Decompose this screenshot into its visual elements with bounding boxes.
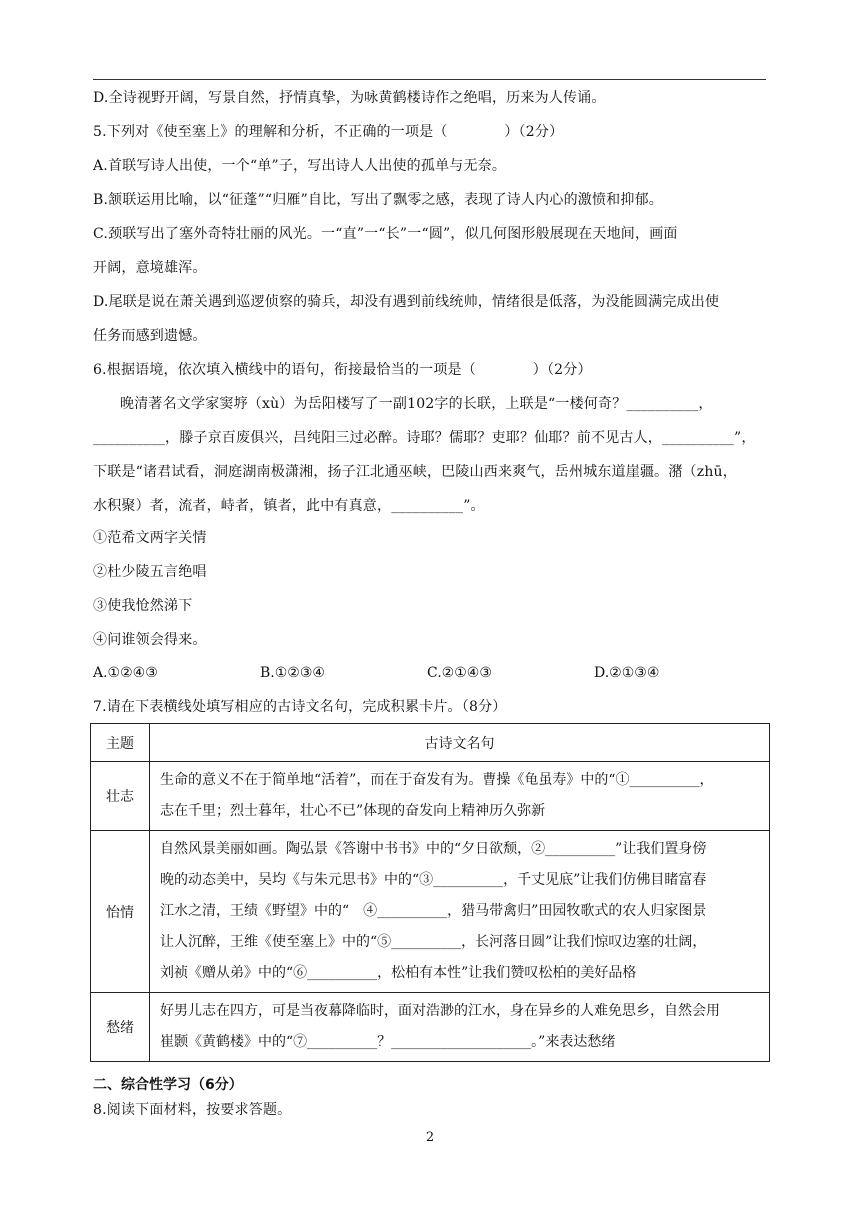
q6-passage-line3: 下联是“诸君试看，洞庭湖南极潇湘，扬子江北通巫峡，巴陵山西来爽气，岳州城东道崖疆。潴（zhū， bbox=[93, 464, 737, 480]
row-content bbox=[150, 831, 770, 993]
q6-item-3: ③使我怆然涕下 bbox=[93, 598, 193, 614]
section-2-title: 二、综合性学习（6分） bbox=[93, 1077, 243, 1093]
row-line: 好男儿志在四方，可是当夜幕降临时，面对浩渺的江水，身在异乡的人难免思乡，自然会用 bbox=[160, 1003, 720, 1019]
q6-option-d: D.②①③④ bbox=[594, 665, 660, 681]
q4-option-d: D.全诗视野开阔，写景自然，抒情真挚，为咏黄鹤楼诗作之绝唱，历来为人传诵。 bbox=[93, 90, 606, 106]
table-row bbox=[91, 993, 770, 1062]
table-row bbox=[91, 831, 770, 993]
row-content bbox=[150, 762, 770, 831]
q6-stem: 6.根据语境，依次填入横线中的语句，衔接最恰当的一项是（ ）（2分） bbox=[93, 362, 592, 378]
header-rule bbox=[93, 79, 766, 80]
header-content: 古诗文名句 bbox=[150, 724, 770, 762]
q6-item-1: ①范希文两字关情 bbox=[93, 530, 207, 546]
accumulation-card-table bbox=[90, 723, 770, 1062]
q5-option-d-line1: D.尾联是说在萧关遇到巡逻侦察的骑兵，却没有遇到前线统帅，情绪很是低落，为没能圆满完成出使 bbox=[93, 294, 720, 310]
header-theme: 主题 bbox=[91, 724, 150, 762]
row-line: 崔颢《黄鹤楼》中的“⑦__________？____________________。”来表达愁绪 bbox=[160, 1034, 616, 1050]
q5-option-b: B.颔联运用比喻，以“征蓬”“归雁”自比，写出了飘零之感，表现了诗人内心的激愤和抑郁。 bbox=[93, 192, 663, 208]
q5-stem: 5.下列对《使至塞上》的理解和分析，不正确的一项是（ ）（2分） bbox=[93, 124, 564, 140]
q6-option-c: C.②①④③ bbox=[427, 665, 492, 681]
q6-option-a: A.①②④③ bbox=[93, 665, 158, 681]
row-line: 晚的动态美中，吴均《与朱元思书》中的“③__________，千丈见底”让我们仿佛目睹富春 bbox=[160, 872, 707, 888]
row-line: 生命的意义不在于简单地“活着”，而在于奋发有为。曹操《龟虽寿》中的“①__________， bbox=[160, 772, 714, 788]
q5-option-c-line2: 开阔，意境雄浑。 bbox=[93, 260, 207, 276]
q6-item-4: ④问谁领会得来。 bbox=[93, 632, 207, 648]
row-line: 自然风景美丽如画。陶弘景《答谢中书书》中的“夕日欲颓，②__________”让我们置身傍 bbox=[160, 841, 707, 857]
q8-stem: 8.阅读下面材料，按要求答题。 bbox=[93, 1102, 292, 1118]
q5-option-a: A.首联写诗人出使，一个“单”子，写出诗人人出使的孤单与无奈。 bbox=[93, 158, 507, 174]
page-number: 2 bbox=[425, 1130, 435, 1145]
row-content bbox=[150, 993, 770, 1062]
q6-passage-line2: __________，滕子京百废俱兴，吕纯阳三过必醉。诗耶？儒耶？吏耶？仙耶？前不见古人，__________”， bbox=[93, 430, 756, 446]
row-theme: 怡情 bbox=[91, 831, 150, 993]
q5-option-c-line1: C.颈联写出了塞外奇特壮丽的风光。一“直”一“长”一“圆”，似几何图形般展现在天地间，画面 bbox=[93, 226, 678, 242]
row-theme: 愁绪 bbox=[91, 993, 150, 1062]
row-line: 让人沉醉，王维《使至塞上》中的“⑤__________，长河落日圆”让我们惊叹边塞的壮阔， bbox=[160, 934, 707, 950]
q6-passage-line1: 晚清著名文学家窦垿（xù）为岳阳楼写了一副102字的长联，上联是“一楼何奇？__________， bbox=[120, 396, 713, 412]
q6-item-2: ②杜少陵五言绝唱 bbox=[93, 564, 207, 580]
q5-option-d-line2: 任务而感到遗憾。 bbox=[93, 328, 207, 344]
table-row bbox=[91, 762, 770, 831]
row-theme: 壮志 bbox=[91, 762, 150, 831]
q7-stem: 7.请在下表横线处填写相应的古诗文名句，完成积累卡片。（8分） bbox=[93, 699, 507, 715]
q6-option-b: B.①②③④ bbox=[260, 665, 325, 681]
q6-passage-line4: 水积聚）者，流者，峙者，镇者，此中有真意，__________”。 bbox=[93, 498, 485, 514]
row-line: 志在千里；烈士暮年，壮心不已”体现的奋发向上精神历久弥新 bbox=[160, 803, 546, 819]
row-line: 江水之清，王绩《野望》中的“ ④__________，猎马带禽归”田园牧歌式的农人归家图景 bbox=[160, 903, 707, 919]
table-header-row bbox=[91, 724, 770, 762]
row-line: 刘祯《赠从弟》中的“⑥__________，松柏有本性”让我们赞叹松柏的美好品格 bbox=[160, 965, 637, 981]
